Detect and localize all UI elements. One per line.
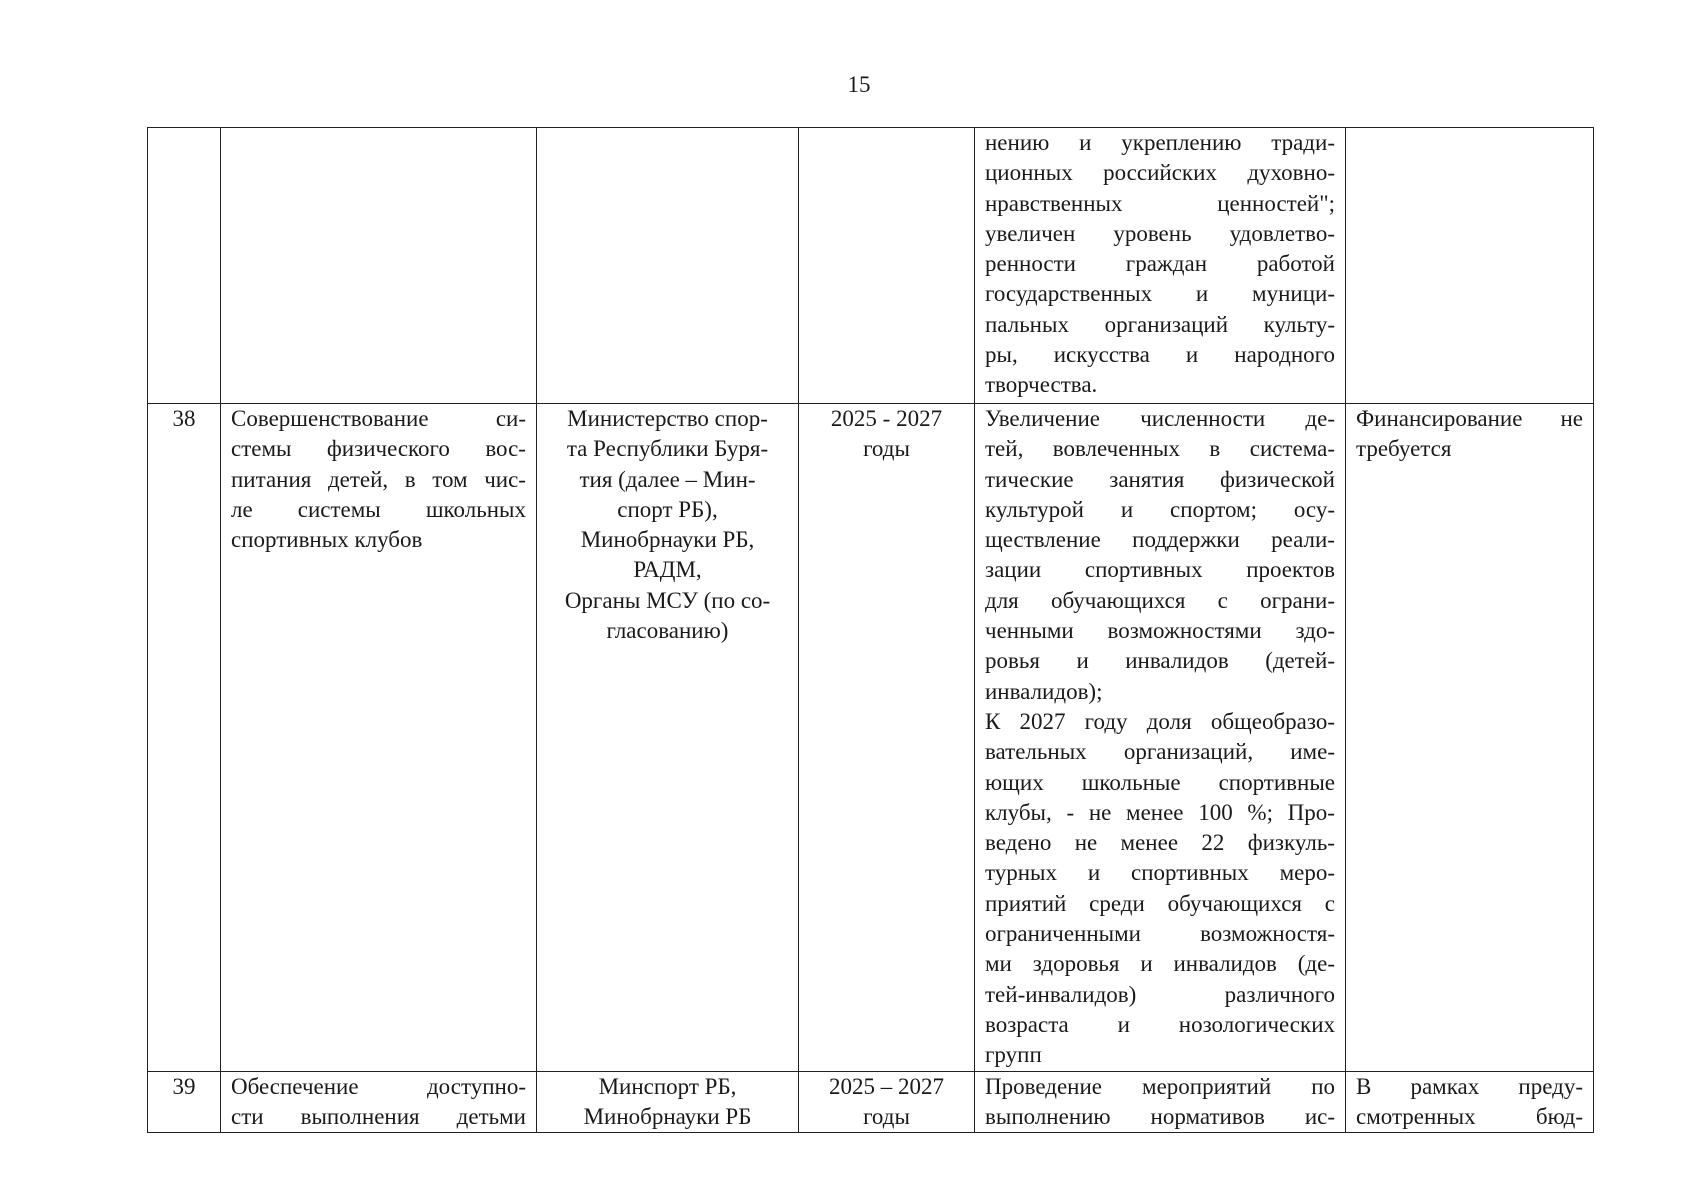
word: и bbox=[1120, 496, 1134, 522]
word: сти bbox=[231, 1103, 264, 1129]
period-line: годы bbox=[863, 436, 910, 462]
result-line bbox=[985, 525, 1335, 555]
word: приятий bbox=[985, 890, 1067, 916]
word: мероприятий bbox=[1142, 1073, 1272, 1099]
result-line bbox=[985, 858, 1335, 888]
word: проектов bbox=[1246, 557, 1335, 583]
executors-line: спорт РБ), bbox=[617, 496, 718, 522]
word: ровья bbox=[985, 648, 1040, 674]
activity-line bbox=[231, 1102, 526, 1132]
word: система- bbox=[1249, 436, 1335, 462]
word: спортивных bbox=[1084, 557, 1203, 583]
word: увеличен bbox=[985, 220, 1076, 246]
word: детьми bbox=[456, 1103, 526, 1129]
period-cell bbox=[799, 1071, 975, 1133]
word: ле bbox=[231, 496, 253, 522]
word: тради- bbox=[1271, 130, 1335, 155]
word: ченными bbox=[985, 618, 1074, 644]
word: возможностями bbox=[1107, 618, 1262, 644]
word: удовлетво- bbox=[1229, 220, 1335, 246]
word: обучающихся bbox=[1167, 890, 1302, 916]
table-row bbox=[148, 128, 1594, 404]
word: 22 bbox=[1201, 830, 1225, 856]
result-line bbox=[985, 128, 1335, 158]
funding-cell bbox=[1346, 1071, 1594, 1133]
word: школьные bbox=[1081, 769, 1181, 795]
word: нению bbox=[985, 130, 1050, 155]
word: клубы, bbox=[985, 799, 1052, 825]
word: ры, bbox=[985, 342, 1018, 368]
word: турных bbox=[985, 860, 1058, 886]
period-cell bbox=[799, 128, 975, 404]
table-row bbox=[148, 1071, 1594, 1133]
word: не bbox=[1088, 799, 1112, 825]
result-line bbox=[985, 279, 1335, 309]
activity-line bbox=[231, 404, 526, 434]
word: преду- bbox=[1518, 1073, 1583, 1099]
result-line: групп bbox=[985, 1042, 1042, 1068]
word: смотренных bbox=[1356, 1103, 1476, 1129]
word: ществление bbox=[985, 527, 1101, 553]
word: нозологических bbox=[1178, 1011, 1335, 1037]
word: ми bbox=[985, 951, 1012, 977]
word: для bbox=[985, 587, 1019, 613]
result-line bbox=[985, 737, 1335, 767]
word: Проведение bbox=[985, 1073, 1102, 1099]
measures-table bbox=[147, 127, 1594, 1133]
funding-line bbox=[1356, 404, 1583, 434]
word: физического bbox=[326, 436, 450, 462]
word: реали- bbox=[1271, 527, 1335, 553]
word: ис- bbox=[1304, 1103, 1335, 1129]
page-number: 15 bbox=[847, 72, 871, 97]
result-cell bbox=[975, 404, 1346, 1072]
word: поддержки bbox=[1132, 527, 1240, 553]
executors-cell bbox=[537, 128, 799, 404]
period-cell bbox=[799, 404, 975, 1072]
activity-line bbox=[231, 434, 526, 464]
word: Увеличение bbox=[985, 406, 1101, 431]
word: ющих bbox=[985, 769, 1044, 795]
word: с bbox=[1217, 587, 1228, 613]
result-line bbox=[985, 707, 1335, 737]
result-line: инвалидов); bbox=[985, 678, 1103, 704]
result-line bbox=[985, 980, 1335, 1010]
activity-cell bbox=[221, 404, 537, 1072]
executors-line: гласованию) bbox=[606, 618, 729, 644]
word: выполнения bbox=[300, 1103, 420, 1129]
word: ограниченными bbox=[985, 921, 1141, 947]
funding-cell bbox=[1346, 404, 1594, 1072]
executors-line: Органы МСУ (по со- bbox=[564, 587, 771, 613]
result-line bbox=[985, 798, 1335, 828]
word: и bbox=[1076, 648, 1089, 674]
result-line bbox=[985, 889, 1335, 919]
word: занятия bbox=[1109, 466, 1185, 492]
word: - bbox=[1066, 799, 1075, 825]
word: государственных bbox=[985, 281, 1153, 307]
result-line bbox=[985, 646, 1335, 676]
word: де- bbox=[1305, 406, 1335, 431]
funding-line bbox=[1356, 1102, 1583, 1132]
word: тей-инвалидов) bbox=[985, 981, 1137, 1007]
word: по bbox=[1311, 1073, 1335, 1099]
word: Обеспечение bbox=[231, 1073, 359, 1099]
funding-cell bbox=[1346, 128, 1594, 404]
word: численности bbox=[1140, 406, 1266, 431]
executors-line: та Республики Буря- bbox=[566, 436, 769, 462]
word: искусства bbox=[1053, 342, 1150, 368]
word: в bbox=[1209, 436, 1221, 462]
word: вовлеченных bbox=[1052, 436, 1180, 462]
result-line: творчества. bbox=[985, 372, 1098, 398]
word: возраста bbox=[985, 1011, 1069, 1037]
word: нормативов bbox=[1150, 1103, 1265, 1129]
result-line bbox=[985, 219, 1335, 249]
period-line: 2025 – 2027 bbox=[829, 1073, 944, 1099]
word: детей, bbox=[327, 466, 389, 492]
word: стемы bbox=[231, 436, 292, 462]
executors-line: РАДМ, bbox=[633, 557, 702, 583]
word: осу- bbox=[1293, 496, 1335, 522]
result-line bbox=[985, 919, 1335, 949]
word: и bbox=[1195, 281, 1209, 307]
word: ценностей"; bbox=[1217, 190, 1335, 216]
row-number-cell bbox=[148, 1071, 221, 1133]
word: чис- bbox=[484, 466, 526, 492]
word: работой bbox=[1256, 251, 1335, 277]
activity-cell bbox=[221, 1071, 537, 1133]
result-cell bbox=[975, 1071, 1346, 1133]
result-line bbox=[985, 340, 1335, 370]
period-line: 2025 - 2027 bbox=[830, 406, 943, 431]
word: среди bbox=[1089, 890, 1145, 916]
activity-cell bbox=[221, 128, 537, 404]
result-line bbox=[985, 1102, 1335, 1132]
word: (детей- bbox=[1265, 648, 1335, 674]
word: выполнению bbox=[985, 1103, 1111, 1129]
word: здоровья bbox=[1032, 951, 1120, 977]
word: и bbox=[1079, 130, 1092, 155]
word: (де- bbox=[1297, 951, 1335, 977]
word: инвалидов bbox=[1173, 951, 1277, 977]
word: вос- bbox=[485, 436, 526, 462]
word: тей, bbox=[985, 436, 1024, 462]
word: име- bbox=[1290, 739, 1335, 765]
word: менее bbox=[1126, 799, 1184, 825]
result-line bbox=[985, 465, 1335, 495]
result-line bbox=[985, 434, 1335, 464]
word: возможностя- bbox=[1200, 921, 1335, 947]
word: ренности bbox=[985, 251, 1076, 277]
result-line bbox=[985, 404, 1335, 434]
word: зации bbox=[985, 557, 1042, 583]
word: и bbox=[1140, 951, 1153, 977]
word: и bbox=[1117, 1011, 1130, 1037]
executors-line: Министерство спор- bbox=[567, 406, 768, 431]
word: духовно- bbox=[1247, 160, 1335, 186]
word: ведено bbox=[985, 830, 1052, 856]
word: году bbox=[1084, 708, 1128, 734]
word: 2027 bbox=[1019, 708, 1066, 734]
result-line bbox=[985, 949, 1335, 979]
result-line bbox=[985, 189, 1335, 219]
word: ограни- bbox=[1260, 587, 1335, 613]
word: здо- bbox=[1295, 618, 1335, 644]
word: вательных bbox=[985, 739, 1087, 765]
word: в bbox=[404, 466, 416, 492]
word: си- bbox=[495, 406, 526, 431]
word: общеобразо- bbox=[1210, 708, 1335, 734]
word: школьных bbox=[425, 496, 526, 522]
result-line bbox=[985, 616, 1335, 646]
result-cell bbox=[975, 128, 1346, 404]
activity-line: спортивных клубов bbox=[231, 527, 423, 553]
executors-cell bbox=[537, 404, 799, 1072]
result-line bbox=[985, 310, 1335, 340]
word: организаций, bbox=[1123, 739, 1254, 765]
word: народного bbox=[1234, 342, 1335, 368]
word: 100 bbox=[1198, 799, 1233, 825]
word: не bbox=[1074, 830, 1098, 856]
word: системы bbox=[297, 496, 381, 522]
period-line: годы bbox=[863, 1103, 910, 1129]
result-line bbox=[985, 1010, 1335, 1040]
word: спортивные bbox=[1218, 769, 1335, 795]
word: и bbox=[1185, 342, 1199, 368]
row-number: 38 bbox=[172, 406, 196, 431]
word: питания bbox=[231, 466, 312, 492]
result-line bbox=[985, 768, 1335, 798]
word: %; bbox=[1247, 799, 1273, 825]
word: и bbox=[1087, 860, 1101, 886]
word: различного bbox=[1224, 981, 1335, 1007]
funding-line: требуется bbox=[1356, 436, 1452, 462]
result-line bbox=[985, 555, 1335, 585]
word: том bbox=[432, 466, 468, 492]
executors-line: Минобрнауки РБ, bbox=[580, 527, 755, 553]
word: муници- bbox=[1252, 281, 1335, 307]
result-line bbox=[985, 158, 1335, 188]
word: К bbox=[985, 708, 1001, 734]
word: доля bbox=[1146, 708, 1192, 734]
executors-line: Минспорт РБ, bbox=[598, 1073, 737, 1099]
word: культу- bbox=[1263, 311, 1335, 337]
word: с bbox=[1324, 890, 1335, 916]
word: не bbox=[1560, 406, 1583, 431]
funding-line bbox=[1356, 1072, 1583, 1102]
result-line bbox=[985, 495, 1335, 525]
result-line bbox=[985, 828, 1335, 858]
executors-cell bbox=[537, 1071, 799, 1133]
word: пальных bbox=[985, 311, 1069, 337]
word: ционных bbox=[985, 160, 1073, 186]
word: Финансирование bbox=[1356, 406, 1523, 431]
row-number: 39 bbox=[172, 1073, 196, 1099]
word: физкуль- bbox=[1247, 830, 1335, 856]
word: укреплению bbox=[1121, 130, 1242, 155]
word: менее bbox=[1120, 830, 1179, 856]
word: меро- bbox=[1279, 860, 1335, 886]
word: физической bbox=[1220, 466, 1335, 492]
word: тические bbox=[985, 466, 1074, 492]
word: обучающихся bbox=[1050, 587, 1186, 613]
word: Совершенствование bbox=[231, 406, 429, 431]
word: инвалидов bbox=[1125, 648, 1229, 674]
result-line bbox=[985, 249, 1335, 279]
word: культурой bbox=[985, 496, 1084, 522]
word: российских bbox=[1103, 160, 1217, 186]
word: организаций bbox=[1104, 311, 1229, 337]
activity-line bbox=[231, 465, 526, 495]
result-line bbox=[985, 586, 1335, 616]
word: спортом; bbox=[1170, 496, 1257, 522]
table-row bbox=[148, 404, 1594, 1072]
word: нравственных bbox=[985, 190, 1123, 216]
row-number-cell bbox=[148, 128, 221, 404]
executors-line: Минобрнауки РБ bbox=[583, 1103, 752, 1129]
word: уровень bbox=[1113, 220, 1192, 246]
word: бюд- bbox=[1535, 1103, 1583, 1129]
word: граждан bbox=[1125, 251, 1208, 277]
word: Про- bbox=[1287, 799, 1335, 825]
word: доступно- bbox=[426, 1073, 526, 1099]
result-line bbox=[985, 1072, 1335, 1102]
executors-line: тия (далее – Мин- bbox=[579, 466, 756, 492]
word: рамках bbox=[1410, 1073, 1480, 1099]
row-number-cell bbox=[148, 404, 221, 1072]
activity-line bbox=[231, 495, 526, 525]
activity-line bbox=[231, 1072, 526, 1102]
word: спортивных bbox=[1131, 860, 1249, 886]
word: В bbox=[1356, 1073, 1372, 1099]
